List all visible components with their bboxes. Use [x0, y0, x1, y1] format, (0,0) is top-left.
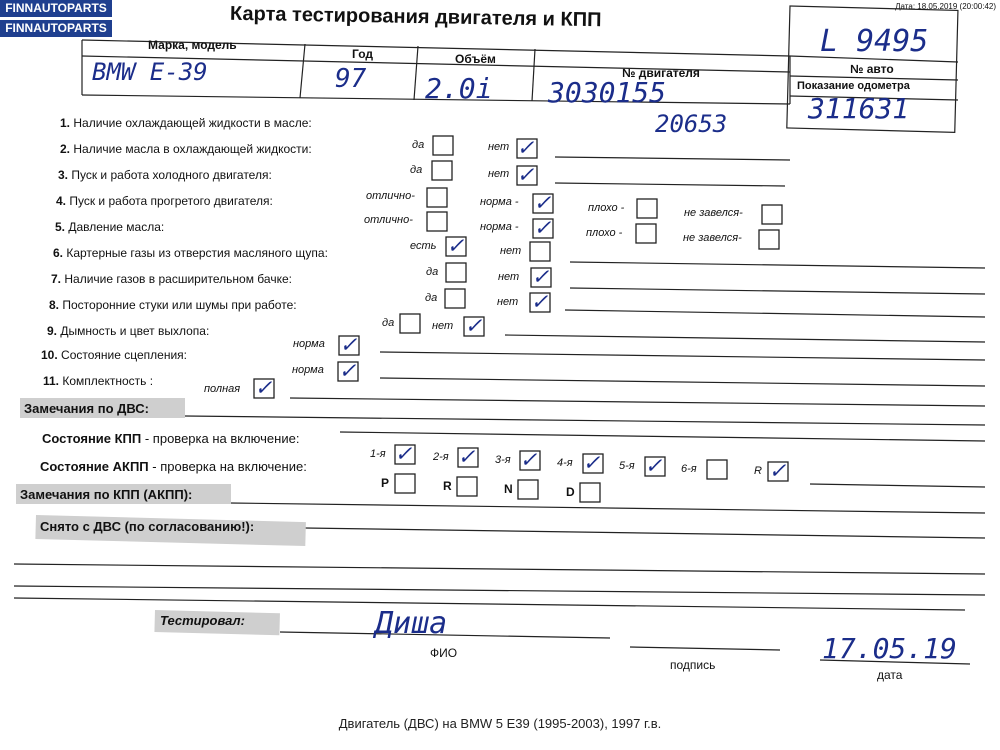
check-mark: ✓ [518, 133, 533, 161]
removed-label: Снято с ДВС (по согласованию!): [40, 519, 255, 534]
check-mark: ✓ [396, 439, 411, 467]
value-odometer: 311631 [808, 92, 910, 125]
opt-polnaya: полная [204, 383, 241, 395]
check-mark: ✓ [646, 451, 661, 479]
item-9: 9. Дымность и цвет выхлопа: [47, 324, 210, 338]
fio-label: ФИО [430, 646, 458, 660]
akpp-gear-label: N [504, 482, 513, 496]
opt-da: да [382, 317, 395, 329]
opt-norma: норма [292, 364, 324, 376]
opt-norma: норма - [480, 221, 519, 233]
value-year: 97 [335, 64, 367, 94]
opt-net: нет [498, 271, 520, 283]
kpp-notes-label: Замечания по КПП (АКПП): [20, 487, 193, 502]
header-odometer: Показание одометра [797, 80, 910, 92]
value-volume: 2.0i [425, 72, 493, 105]
opt-ne-zavelsya: не завелся- [683, 232, 742, 244]
akpp-check-label: Состояние АКПП - проверка на включение: [40, 459, 307, 474]
check-mark: ✓ [256, 373, 271, 401]
opt-net: нет [500, 245, 522, 257]
check-mark: ✓ [535, 213, 550, 241]
opt-net: нет [432, 320, 454, 332]
item-8: 8. Посторонние стуки или шумы при работе: [49, 298, 297, 312]
header-car-no: № авто [850, 62, 894, 76]
opt-da: да [412, 139, 425, 151]
opt-ploho: плохо - [588, 202, 625, 214]
item-2: 2. Наличие масла в охлаждающей жидкости: [60, 142, 312, 156]
check-mark: ✓ [340, 356, 355, 384]
opt-norma: норма - [480, 196, 519, 208]
value-engine-no: 3030155 [548, 76, 667, 109]
akpp-gear-label: R [443, 479, 452, 493]
opt-otlichno: отлично- [364, 214, 413, 226]
opt-ploho: плохо - [586, 227, 623, 239]
akpp-gear-label: P [381, 476, 390, 490]
watermark-logo: FINNAUTOPARTS [0, 20, 112, 37]
header-engine-no: № двигателя [622, 66, 700, 80]
opt-net: нет [488, 141, 510, 153]
check-mark: ✓ [459, 442, 474, 470]
gear-label: 4-я [557, 457, 573, 469]
item-1: 1. Наличие охлаждающей жидкости в масле: [60, 116, 312, 130]
kpp-check-label: Состояние КПП - проверка на включение: [42, 431, 300, 446]
check-mark: ✓ [532, 287, 547, 315]
header-brand-model: Марка, модель [148, 38, 237, 52]
check-mark: ✓ [341, 330, 356, 358]
check-mark: ✓ [518, 160, 533, 188]
check-mark: ✓ [466, 311, 481, 339]
gear-label: 3-я [495, 454, 511, 466]
gear-label: 6-я [681, 463, 697, 475]
opt-da: да [410, 164, 423, 176]
engine-notes-label: Замечания по ДВС: [24, 401, 149, 416]
value-brand-model: BMW E-39 [92, 58, 208, 86]
item-3: 3. Пуск и работа холодного двигателя: [58, 168, 272, 182]
gear-label: 5-я [619, 460, 635, 472]
opt-da: да [426, 266, 439, 278]
item-5: 5. Давление масла: [55, 220, 165, 234]
item-7: 7. Наличие газов в расширительном бачке: [51, 272, 292, 286]
date-stamp: Дата: 18.05.2019 (20:00:42) [895, 2, 996, 11]
opt-norma: норма [293, 338, 325, 350]
opt-ne-zavelsya: не завелся- [684, 207, 743, 219]
check-mark: ✓ [770, 456, 785, 484]
item-11: 11. Комплектность : [43, 374, 154, 388]
value-engine-no-extra: 20653 [655, 110, 728, 138]
opt-otlichno: отлично- [366, 190, 415, 202]
check-mark: ✓ [533, 262, 548, 290]
item-4: 4. Пуск и работа прогретого двигателя: [56, 194, 273, 208]
check-mark: ✓ [535, 188, 550, 216]
item-6: 6. Картерные газы из отверстия масляного щупа: [53, 246, 328, 260]
photo-caption: Двигатель (ДВС) на BMW 5 E39 (1995-2003), 1997 г.в. [338, 716, 662, 731]
check-mark: ✓ [448, 231, 463, 259]
data-label: дата [877, 668, 903, 682]
check-mark: ✓ [521, 445, 536, 473]
date-value: 17.05.19 [822, 632, 957, 665]
gear-label: 2-я [433, 451, 449, 463]
opt-est: есть [410, 240, 437, 252]
value-car-no: L 9495 [820, 24, 929, 59]
opt-da: да [425, 292, 438, 304]
watermark-logo: FINNAUTOPARTS [0, 0, 112, 17]
podpis-label: подпись [670, 658, 716, 672]
gear-label: 1-я [370, 448, 386, 460]
header-year: Год [352, 47, 373, 61]
signature-name: Диша [375, 606, 448, 641]
tested-label: Тестировал: [160, 613, 245, 628]
gear-label: R [754, 465, 762, 477]
opt-net: нет [497, 296, 519, 308]
check-mark: ✓ [584, 448, 599, 476]
opt-net: нет [488, 168, 510, 180]
header-volume: Объём [455, 52, 496, 66]
item-10: 10. Состояние сцепления: [41, 348, 187, 362]
akpp-gear-label: D [566, 485, 575, 499]
form-title: Карта тестирования двигателя и КПП [229, 2, 602, 32]
